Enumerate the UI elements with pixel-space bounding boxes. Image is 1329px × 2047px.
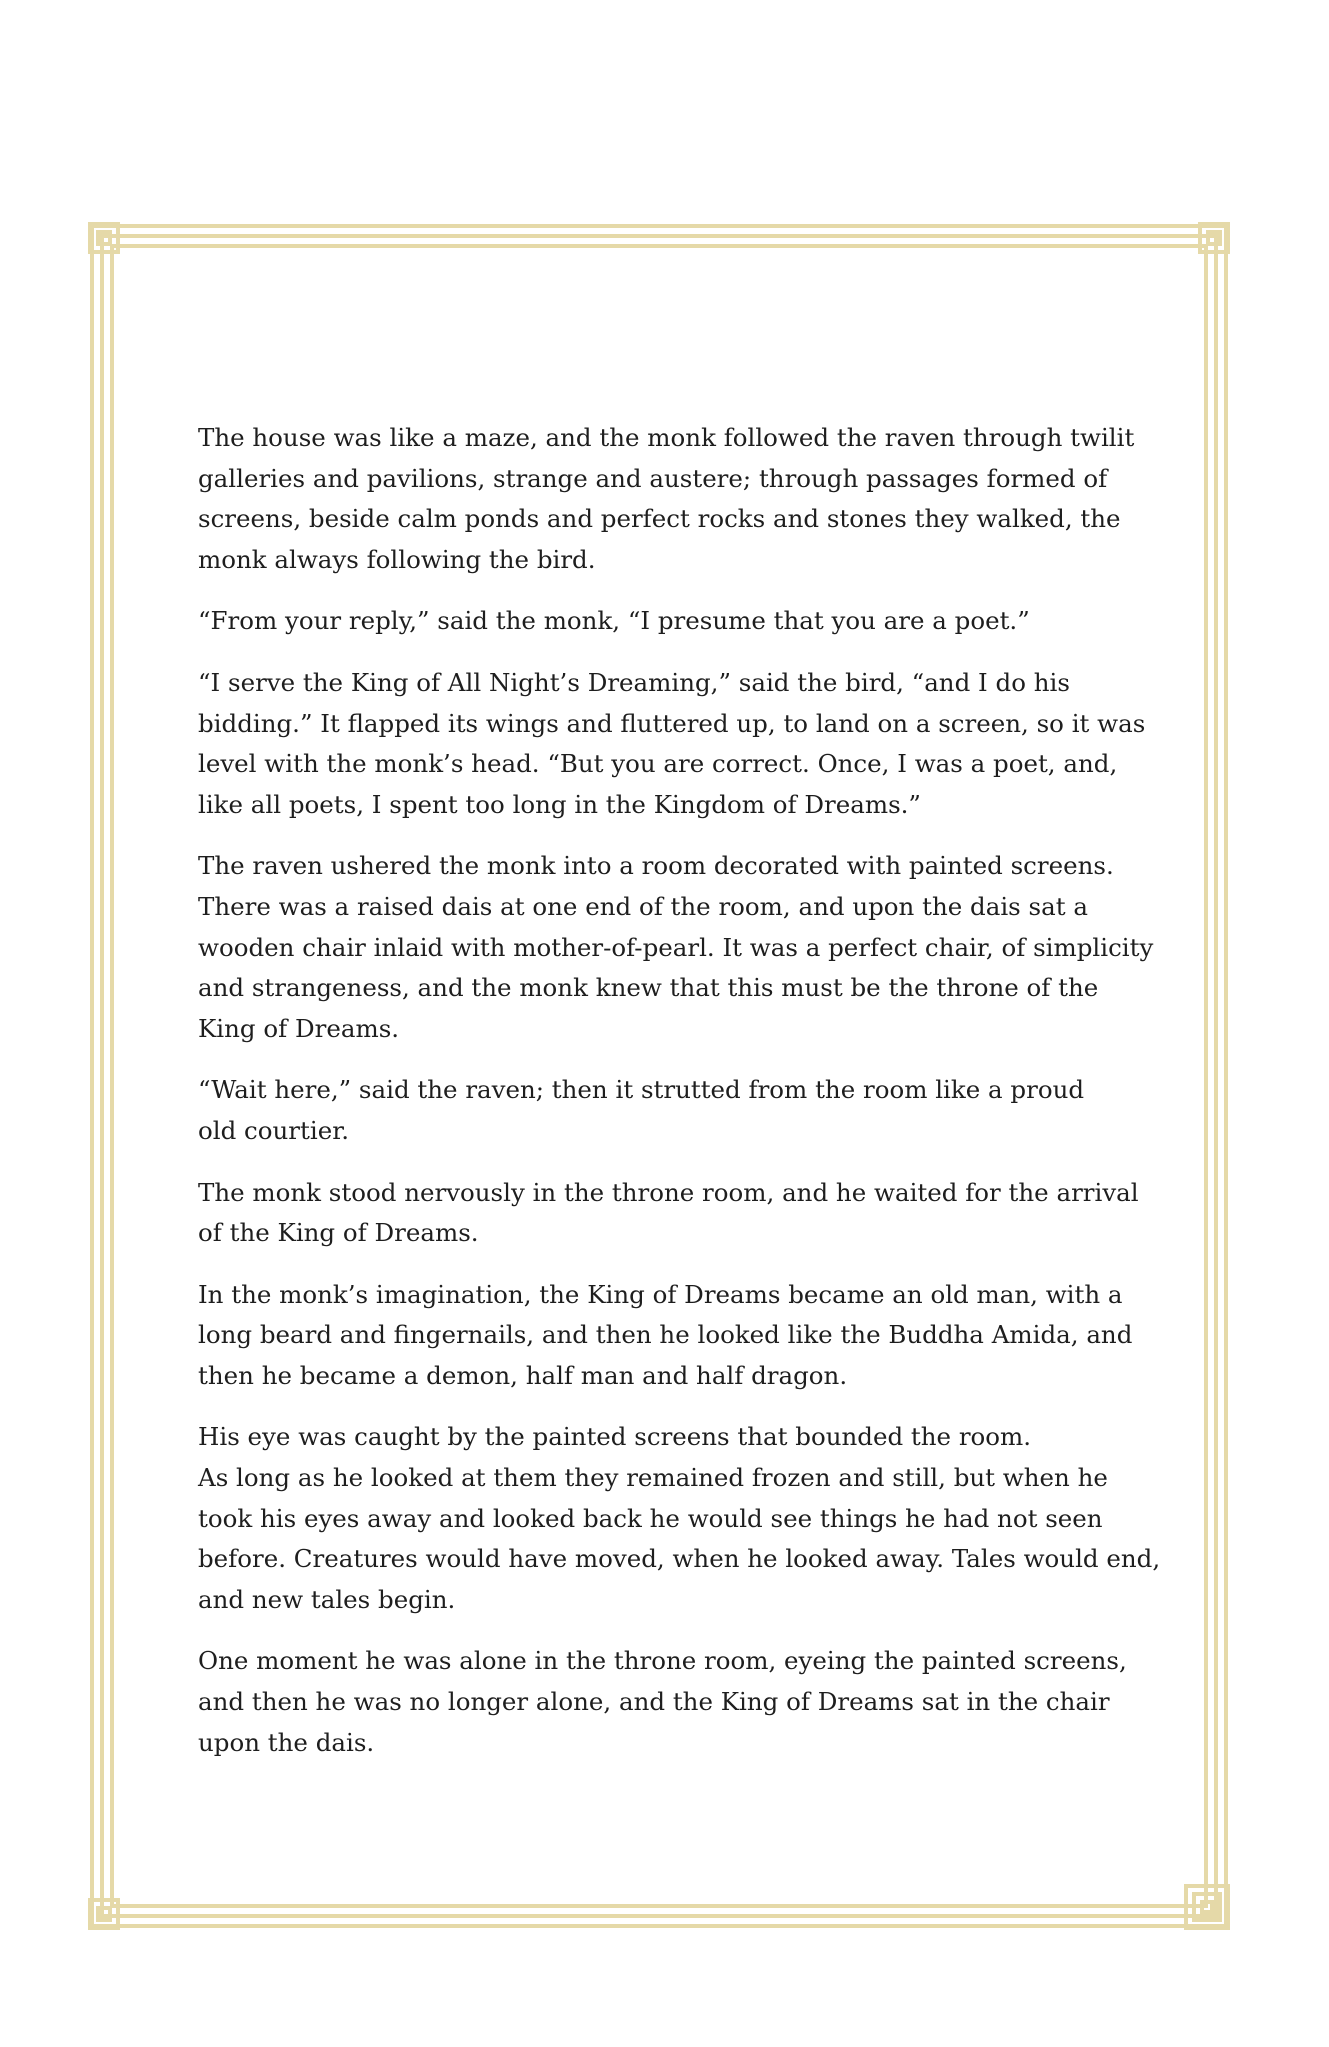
text-line: and strangeness, and the monk knew that this must be the throne of the [198,973,1099,1003]
text-line: old courtier. [198,1115,350,1145]
paragraph-9 [174,1641,1134,1763]
paragraph-6 [174,1173,1139,1254]
text-line: The monk stood nervously in the throne room, and he waited for the arrival [198,1177,1139,1207]
text-line: and then he was no longer alone, and the King of Dreams sat in the chair [198,1687,1110,1717]
paragraph-3 [174,663,1146,825]
text-line: The house was like a maze, and the monk followed the raven through twilit [198,423,1135,452]
text-line: then he became a demon, half man and half dragon. [198,1360,848,1390]
text-line: “Wait here,” said the raven; then it strutted from the room like a proud [198,1075,1085,1105]
text-line: The raven ushered the monk into a room decorated with painted screens. [198,851,1114,881]
text-line: One moment he was alone in the throne room, eyeing the painted screens, [198,1646,1127,1676]
story-text [174,418,1161,1784]
paragraph-5 [174,1070,1134,1151]
paragraph-2 [174,601,1134,642]
paragraph-1 [174,418,1134,580]
text-line: of the King of Dreams. [198,1218,479,1248]
text-line: long beard and fingernails, and then he looked like the Buddha Amida, and [198,1320,1133,1350]
text-line: screens, beside calm ponds and perfect rocks and stones they walked, the [198,504,1121,534]
text-line: before. Creatures would have moved, when he looked away. Tales would end, [198,1544,1161,1574]
paragraph-4 [174,846,1154,1049]
text-line: took his eyes away and looked back he would see things he had not seen [198,1503,1103,1533]
text-line: As long as he looked at them they remained frozen and still, but when he [198,1463,1108,1493]
text-line: There was a raised dais at one end of the room, and upon the dais sat a [198,891,1088,921]
text-line: level with the monk’s head. “But you are correct. Once, I was a poet, and, [198,749,1118,779]
text-line: “From your reply,” said the monk, “I presume that you are a poet.” [198,606,1030,636]
text-line: His eye was caught by the painted screens that bounded the room. [198,1422,1032,1452]
text-line: like all poets, I spent too long in the Kingdom of Dreams.” [198,789,921,819]
text-line: “I serve the King of All Night’s Dreaming,” said the bird, “and I do his [198,667,1070,697]
paragraph-8 [174,1417,1161,1620]
text-line: In the monk’s imagination, the King of Dreams became an old man, with a [198,1279,1123,1309]
text-line: bidding.” It flapped its wings and fluttered up, to land on a screen, so it was [198,708,1146,738]
text-line: wooden chair inlaid with mother-of-pearl. It was a perfect chair, of simplicity [198,932,1154,962]
text-line: and new tales begin. [198,1584,456,1614]
paragraph-7 [174,1275,1134,1397]
text-line: upon the dais. [198,1727,375,1757]
text-line: galleries and pavilions, strange and austere; through passages formed of [198,463,1108,493]
text-line: monk always following the bird. [198,544,596,574]
text-line: King of Dreams. [198,1013,400,1043]
